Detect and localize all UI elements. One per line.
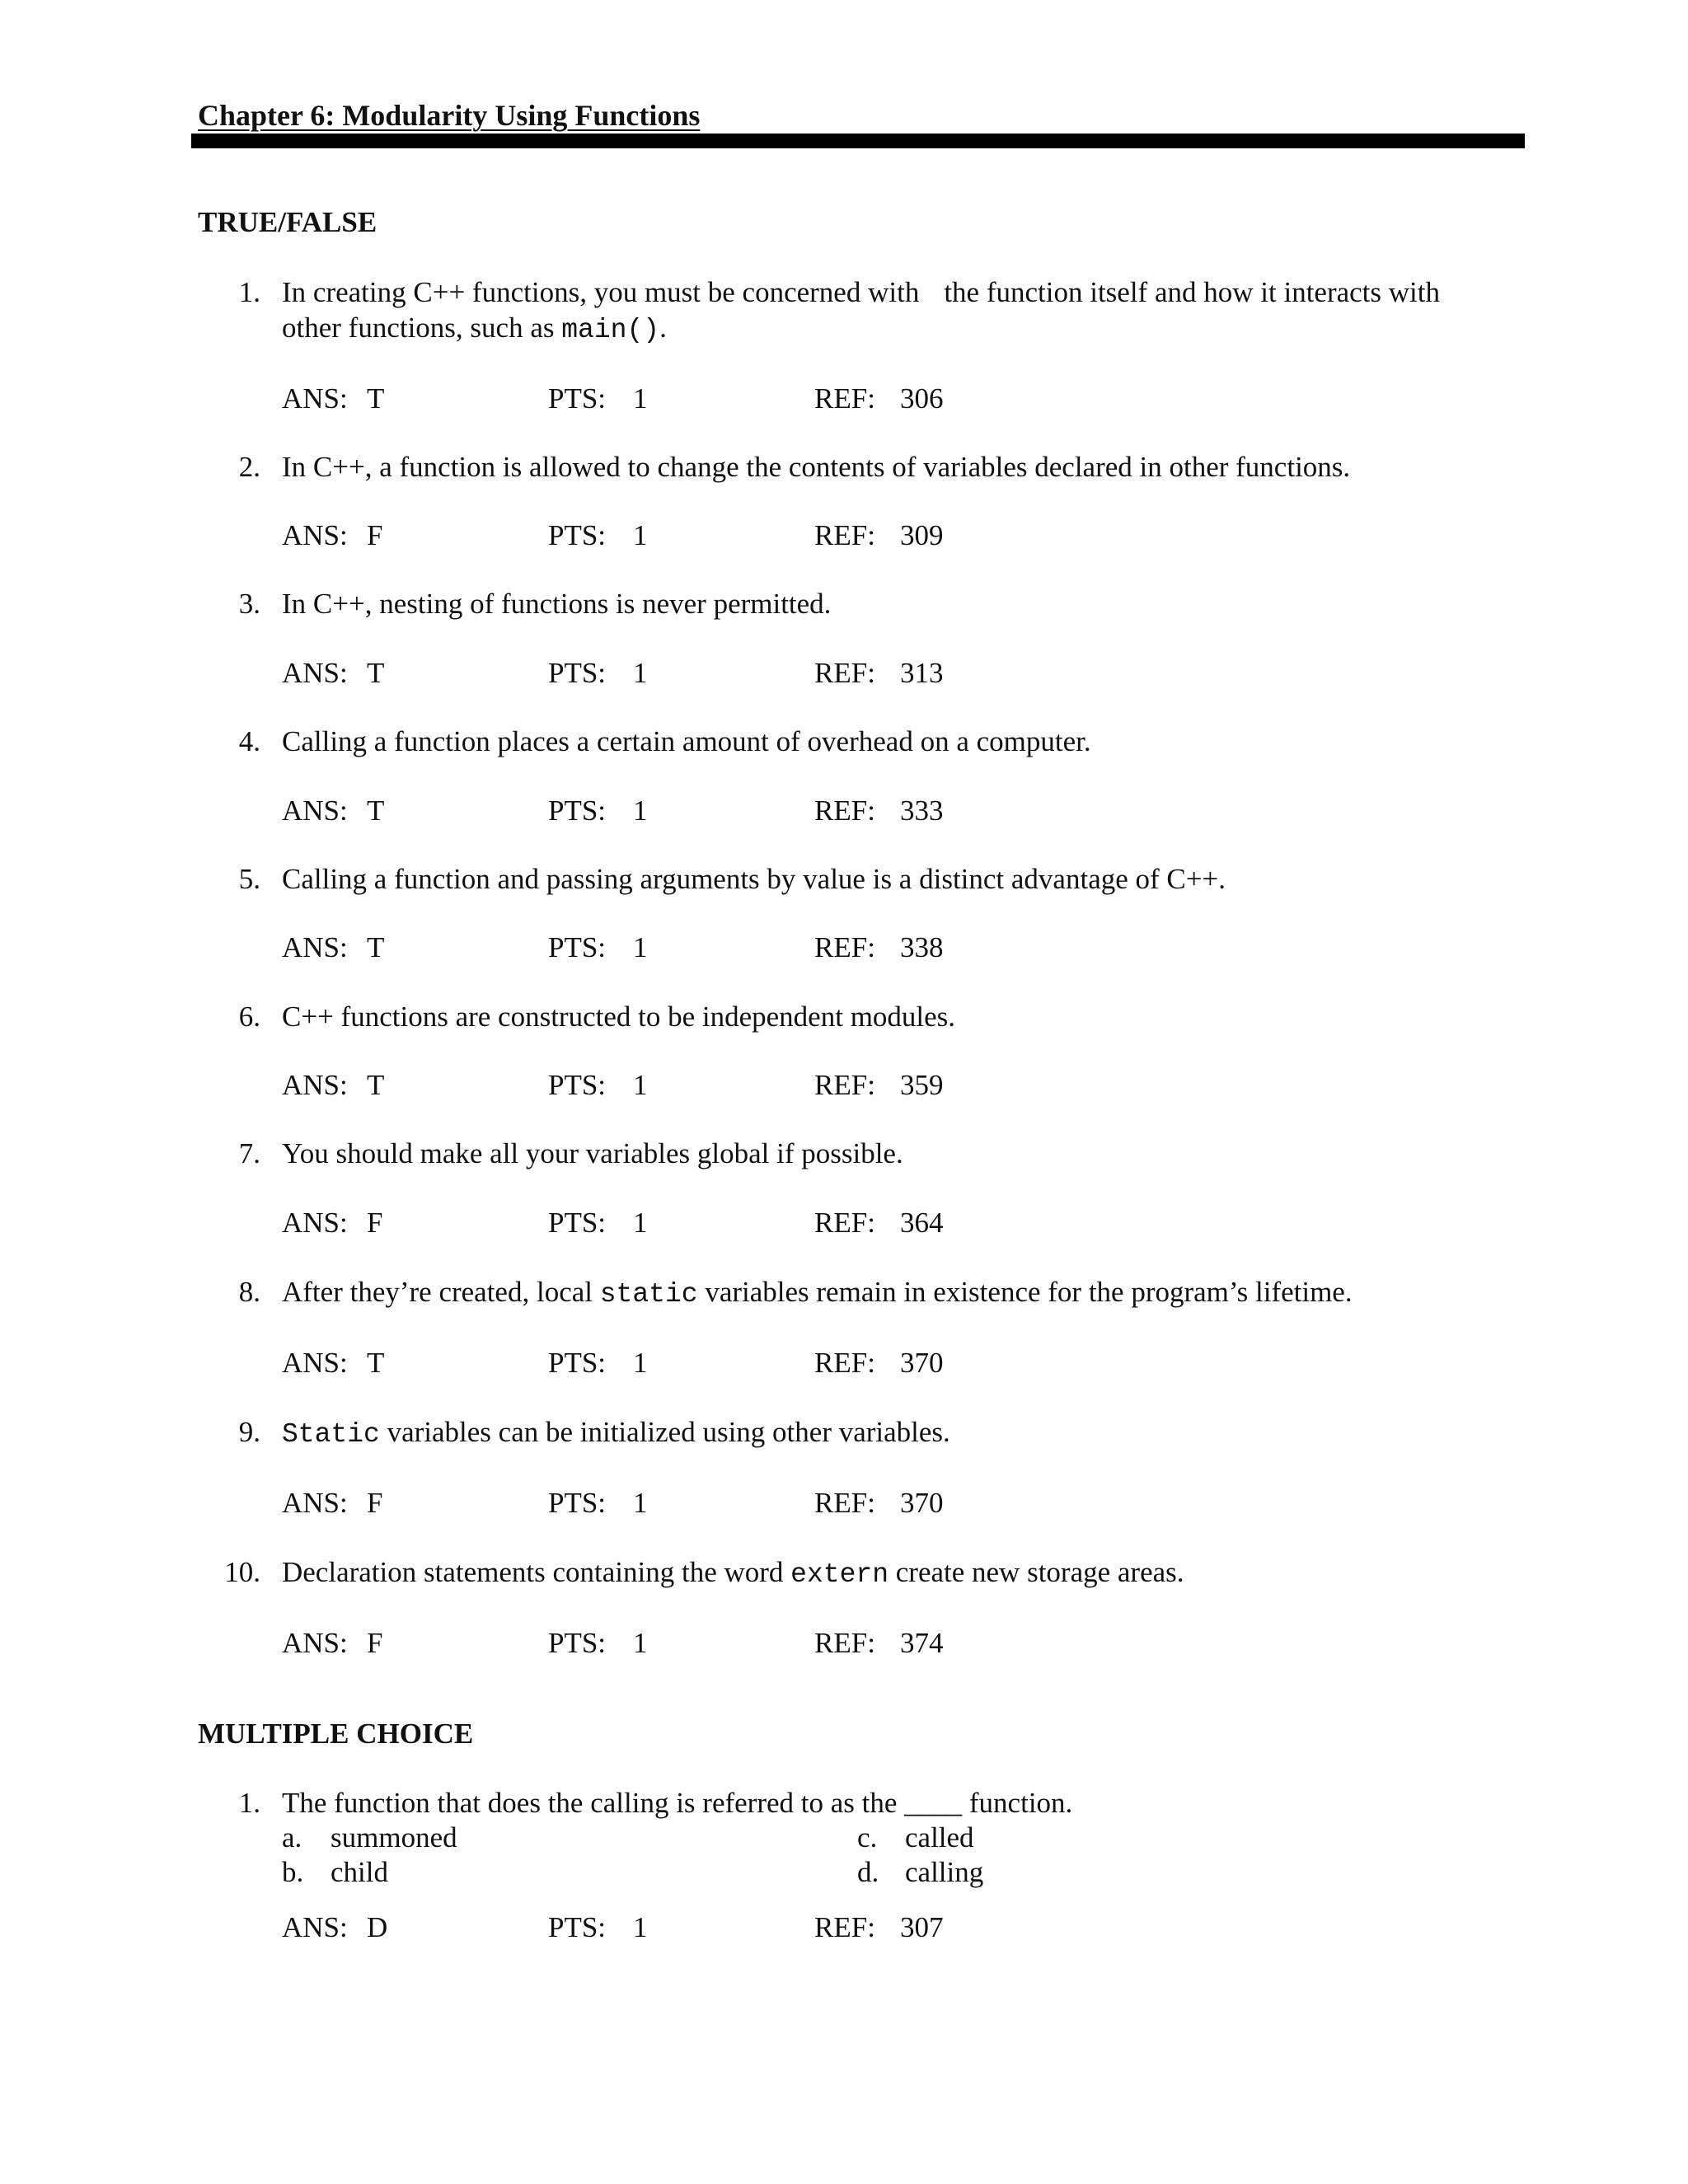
ans-value: T [367, 794, 385, 827]
question-text [282, 310, 1526, 349]
ans-value: T [367, 1069, 385, 1101]
pts-label: PTS: [548, 1347, 607, 1379]
question-text [282, 1414, 1526, 1453]
question-number: 7. [238, 1137, 260, 1169]
true-false-heading: TRUE/FALSE [198, 206, 377, 238]
pts-label: PTS: [548, 1627, 607, 1659]
pts-value: 1 [633, 657, 648, 689]
ans-label: ANS: [282, 1627, 348, 1659]
ans-label: ANS: [282, 931, 348, 963]
ans-label: ANS: [282, 382, 348, 415]
question-number: 2. [238, 451, 260, 483]
ref-value: 306 [900, 382, 944, 415]
question-text-part: the function itself and how it interacts with [944, 276, 1440, 308]
question-text: In C++, a function is allowed to change the contents of variables declared in other functions. [282, 451, 1351, 483]
option-text: called [905, 1821, 974, 1854]
ans-label: ANS: [282, 519, 348, 551]
pts-label: PTS: [548, 382, 607, 415]
ref-label: REF: [814, 794, 875, 827]
ref-value: 370 [900, 1347, 944, 1379]
question-text: The function that does the calling is referred to as the ____ function. [282, 1787, 1073, 1819]
ref-value: 364 [900, 1207, 944, 1239]
code-text: Static [282, 1419, 380, 1450]
ref-label: REF: [814, 657, 875, 689]
pts-value: 1 [633, 1487, 648, 1519]
pts-label: PTS: [548, 1911, 607, 1943]
ref-value: 374 [900, 1627, 944, 1659]
option-letter: c. [857, 1821, 878, 1854]
pts-label: PTS: [548, 931, 607, 963]
ref-label: REF: [814, 382, 875, 415]
ans-label: ANS: [282, 1069, 348, 1101]
ref-value: 370 [900, 1487, 944, 1519]
question-text: In C++, nesting of functions is never permitted. [282, 588, 832, 620]
question-number: 4. [238, 725, 260, 757]
pts-label: PTS: [548, 657, 607, 689]
pts-label: PTS: [548, 519, 607, 551]
question-text-part: variables can be initialized using other variables. [379, 1416, 950, 1448]
pts-value: 1 [633, 1207, 648, 1239]
ans-label: ANS: [282, 1347, 348, 1379]
ans-value: T [367, 382, 385, 415]
question-number: 9. [238, 1416, 260, 1448]
ref-label: REF: [814, 519, 875, 551]
option-letter: d. [857, 1856, 879, 1888]
pts-label: PTS: [548, 1487, 607, 1519]
ans-value: F [367, 1487, 383, 1519]
ans-value: D [367, 1911, 388, 1943]
ans-value: T [367, 1347, 385, 1379]
multiple-choice-heading: MULTIPLE CHOICE [198, 1718, 474, 1750]
question-text: Calling a function places a certain amount of overhead on a computer. [282, 725, 1091, 757]
chapter-title: Chapter 6: Modularity Using Functions [198, 99, 701, 132]
question-text [282, 1554, 1526, 1593]
ans-label: ANS: [282, 1207, 348, 1239]
ans-label: ANS: [282, 794, 348, 827]
ans-value: F [367, 1627, 383, 1659]
question-number: 8. [238, 1276, 260, 1308]
ref-label: REF: [814, 1911, 875, 1943]
question-text: C++ functions are constructed to be independent modules. [282, 1001, 956, 1033]
question-text-part: variables remain in existence for the program’s lifetime. [697, 1276, 1353, 1308]
ref-label: REF: [814, 1069, 875, 1101]
option-letter: b. [282, 1856, 304, 1888]
pts-label: PTS: [548, 794, 607, 827]
pts-label: PTS: [548, 1207, 607, 1239]
question-text-part: . [659, 312, 667, 344]
option-text: child [331, 1856, 388, 1888]
question-text: You should make all your variables global if possible. [282, 1137, 903, 1169]
ref-value: 338 [900, 931, 944, 963]
question-number: 3. [238, 588, 260, 620]
pts-value: 1 [633, 1627, 648, 1659]
option-text: summoned [331, 1821, 457, 1854]
ref-label: REF: [814, 1347, 875, 1379]
ans-label: ANS: [282, 1487, 348, 1519]
ans-label: ANS: [282, 657, 348, 689]
ans-value: F [367, 519, 383, 551]
ans-value: T [367, 657, 385, 689]
pts-value: 1 [633, 1911, 648, 1943]
code-text: extern [790, 1559, 889, 1590]
ans-value: T [367, 931, 385, 963]
code-text: static [599, 1279, 698, 1310]
option-text: calling [905, 1856, 984, 1888]
code-text: main() [561, 315, 660, 345]
pts-value: 1 [633, 1347, 648, 1379]
ref-value: 309 [900, 519, 944, 551]
pts-value: 1 [633, 519, 648, 551]
question-number: 6. [238, 1001, 260, 1033]
ans-value: F [367, 1207, 383, 1239]
question-number: 10. [224, 1556, 260, 1588]
question-text-part: create new storage areas. [889, 1556, 1184, 1588]
question-text-part: other functions, such as [282, 312, 562, 344]
option-letter: a. [282, 1821, 302, 1854]
ref-label: REF: [814, 1487, 875, 1519]
ref-label: REF: [814, 1627, 875, 1659]
ref-value: 313 [900, 657, 944, 689]
question-number: 1. [238, 1787, 260, 1819]
ref-label: REF: [814, 931, 875, 963]
ref-label: REF: [814, 1207, 875, 1239]
question-text: Calling a function and passing arguments by value is a distinct advantage of C++. [282, 863, 1226, 895]
header-rule [191, 134, 1525, 148]
pts-value: 1 [633, 794, 648, 827]
question-text [282, 274, 1526, 311]
question-number: 5. [238, 863, 260, 895]
question-number: 1. [238, 276, 260, 308]
pts-label: PTS: [548, 1069, 607, 1101]
pts-value: 1 [633, 382, 648, 415]
ref-value: 307 [900, 1911, 944, 1943]
question-text [282, 1274, 1526, 1313]
ref-value: 359 [900, 1069, 944, 1101]
question-text-part: After they’re created, local [282, 1276, 600, 1308]
pts-value: 1 [633, 931, 648, 963]
question-text-part: Declaration statements containing the word [282, 1556, 791, 1588]
ref-value: 333 [900, 794, 944, 827]
question-text-part: In creating C++ functions, you must be concerned with [282, 276, 920, 308]
pts-value: 1 [633, 1069, 648, 1101]
ans-label: ANS: [282, 1911, 348, 1943]
